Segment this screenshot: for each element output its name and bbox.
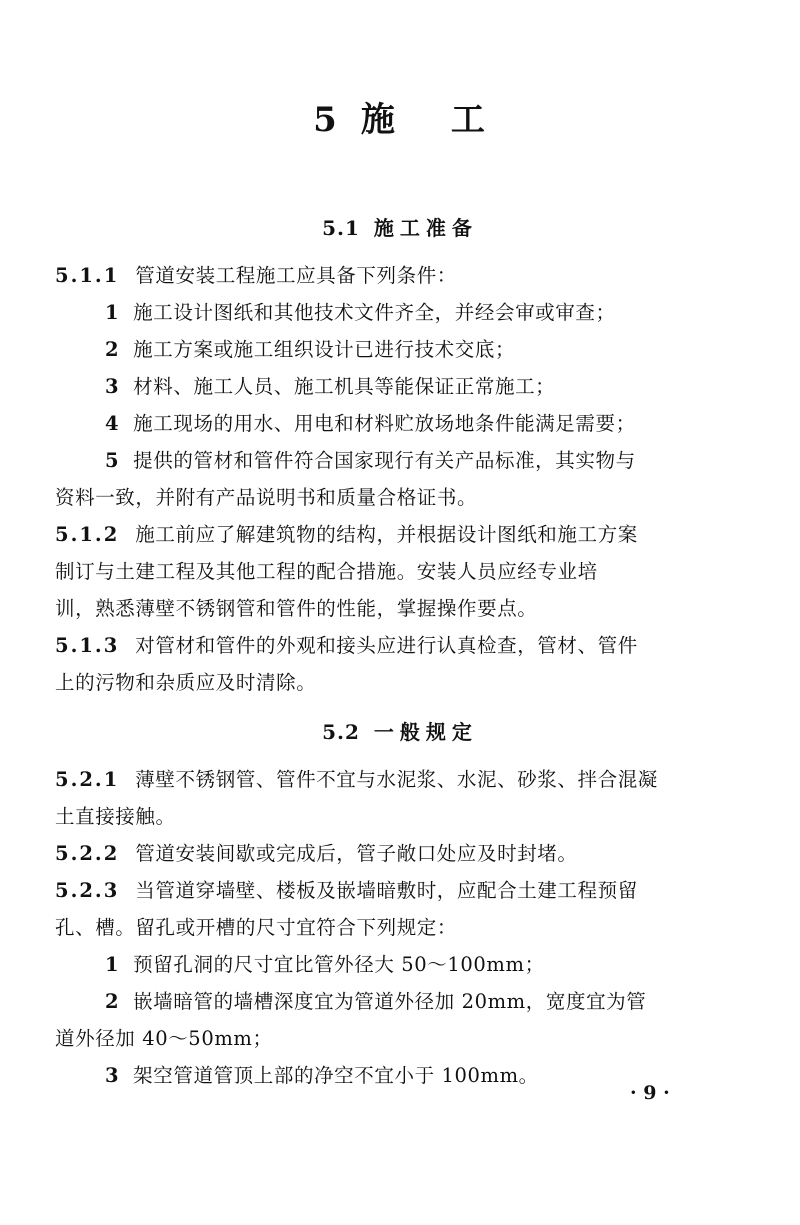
clause-number: 5.2.1 bbox=[55, 768, 120, 791]
clause-5-1-1 bbox=[55, 260, 745, 288]
clause-5-1-2 bbox=[55, 519, 745, 547]
item-text: 施工设计图纸和其他技术文件齐全，并经会审或审查； bbox=[133, 301, 616, 324]
clause-text-line: 上的污物和杂质应及时清除。 bbox=[55, 671, 317, 694]
item-number: 1 bbox=[105, 953, 120, 976]
clause-text: 当管道穿墙壁、楼板及嵌墙暗敷时，应配合土建工程预留 bbox=[135, 879, 638, 902]
clause-text: 施工前应了解建筑物的结构，并根据设计图纸和施工方案 bbox=[135, 523, 638, 546]
list-item bbox=[105, 445, 745, 473]
clause-text-line: 孔、槽。留孔或开槽的尺寸宜符合下列规定： bbox=[55, 916, 458, 939]
item-text: 预留孔洞的尺寸宜比管外径大 50～100mm； bbox=[133, 953, 545, 976]
chapter-title-char-2: 工 bbox=[450, 100, 487, 140]
chapter-title-char-1: 施 bbox=[360, 100, 397, 140]
list-item bbox=[105, 334, 745, 362]
list-item-continuation: 资料一致，并附有产品说明书和质量合格证书。 bbox=[55, 486, 478, 509]
item-text: 架空管道管顶上部的净空不宜小于 100mm。 bbox=[133, 1064, 539, 1087]
list-item bbox=[105, 297, 745, 325]
clause-text-line: 土直接接触。 bbox=[55, 805, 176, 828]
clause-5-2-3 bbox=[55, 875, 745, 903]
clause-text-line: 训，熟悉薄壁不锈钢管和管件的性能，掌握操作要点。 bbox=[55, 597, 538, 620]
item-number: 1 bbox=[105, 301, 120, 324]
clause-text: 管道安装间歇或完成后，管子敞口处应及时封堵。 bbox=[135, 842, 578, 865]
item-number: 4 bbox=[105, 412, 120, 435]
clause-5-1-3 bbox=[55, 630, 745, 658]
list-item bbox=[105, 949, 745, 977]
list-item bbox=[105, 986, 745, 1014]
section-title-5-1 bbox=[0, 212, 800, 241]
item-number: 2 bbox=[105, 338, 120, 361]
item-text: 施工现场的用水、用电和材料贮放场地条件能满足需要； bbox=[133, 412, 636, 435]
clause-text: 对管材和管件的外观和接头应进行认真检查，管材、管件 bbox=[135, 634, 638, 657]
clause-text: 管道安装工程施工应具备下列条件： bbox=[135, 264, 457, 287]
section-number: 5.1 bbox=[322, 216, 360, 240]
item-text: 提供的管材和管件符合国家现行有关产品标准，其实物与 bbox=[133, 449, 636, 472]
clause-text-line: 制订与土建工程及其他工程的配合措施。安装人员应经专业培 bbox=[55, 560, 598, 583]
list-item bbox=[105, 408, 745, 436]
section-heading: 一般规定 bbox=[373, 720, 478, 744]
item-text: 嵌墙暗管的墙槽深度宜为管道外径加 20mm，宽度宜为管 bbox=[133, 990, 647, 1013]
item-number: 3 bbox=[105, 1064, 120, 1087]
section-number: 5.2 bbox=[322, 720, 360, 744]
list-item bbox=[105, 371, 745, 399]
page-number: · 9 · bbox=[630, 1082, 670, 1104]
clause-number: 5.1.3 bbox=[55, 634, 120, 657]
section-heading: 施工准备 bbox=[373, 216, 478, 240]
item-number: 2 bbox=[105, 990, 120, 1013]
item-number: 3 bbox=[105, 375, 120, 398]
chapter-title bbox=[0, 92, 800, 141]
clause-5-2-2 bbox=[55, 838, 745, 866]
clause-number: 5.2.3 bbox=[55, 879, 120, 902]
clause-text: 薄壁不锈钢管、管件不宜与水泥浆、水泥、砂浆、拌合混凝 bbox=[135, 768, 658, 791]
item-number: 5 bbox=[105, 449, 120, 472]
clause-number: 5.2.2 bbox=[55, 842, 120, 865]
section-title-5-2 bbox=[0, 716, 800, 745]
item-text: 施工方案或施工组织设计已进行技术交底； bbox=[133, 338, 516, 361]
clause-number: 5.1.2 bbox=[55, 523, 120, 546]
list-item-continuation: 道外径加 40～50mm； bbox=[55, 1027, 273, 1050]
clause-number: 5.1.1 bbox=[55, 264, 120, 287]
chapter-number: 5 bbox=[313, 100, 339, 140]
item-text: 材料、施工人员、施工机具等能保证正常施工； bbox=[133, 375, 556, 398]
clause-5-2-1 bbox=[55, 764, 745, 792]
